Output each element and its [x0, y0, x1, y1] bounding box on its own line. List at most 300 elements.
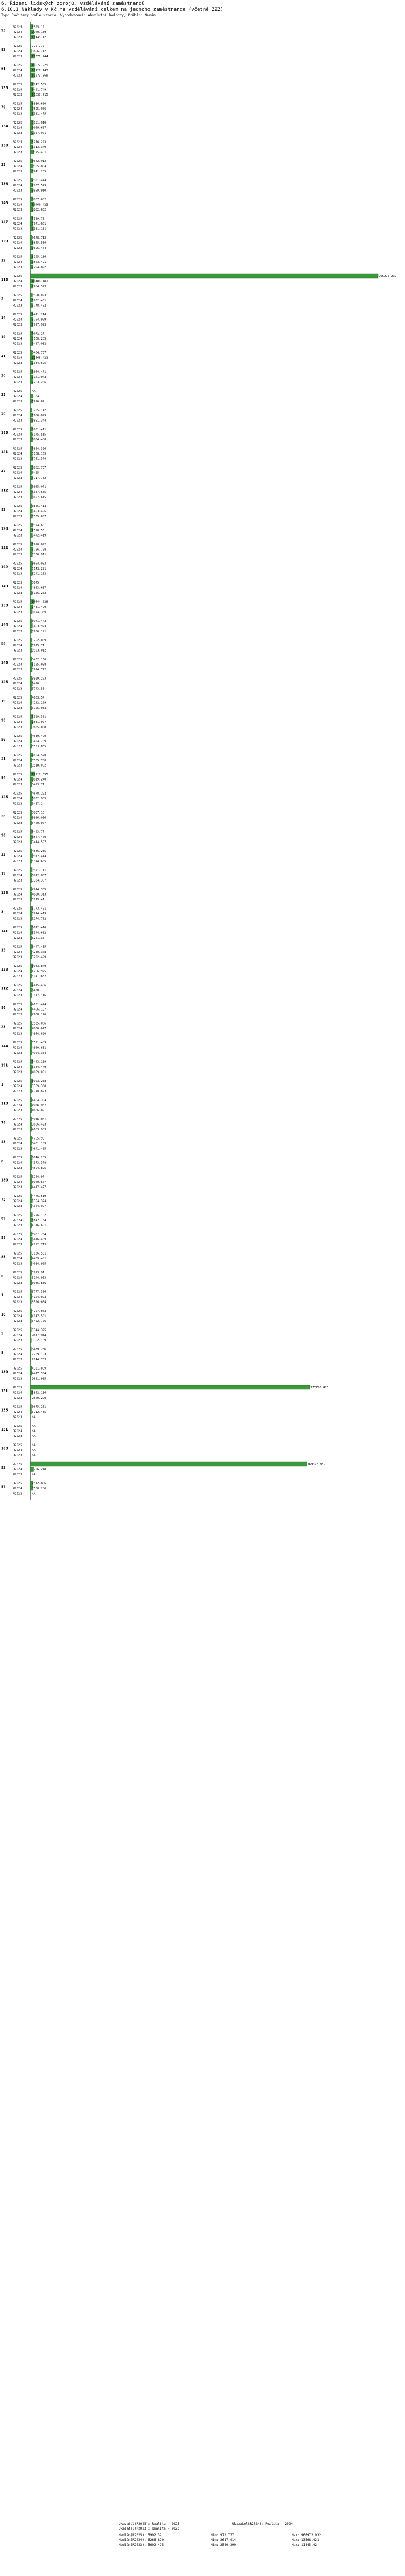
data-label: 4014.905: [32, 1262, 46, 1266]
data-label: 7563.421: [32, 261, 46, 264]
year-label: R2025: [13, 1443, 22, 1447]
year-label: R2024: [13, 912, 22, 916]
year-label: R2024: [13, 1027, 22, 1031]
group-label: 191: [1, 1063, 8, 1068]
year-label: R2023: [13, 189, 22, 193]
data-label: 4954.820: [32, 1032, 46, 1036]
year-label: R2024: [13, 126, 22, 130]
data-label: 5929.203: [32, 677, 46, 681]
year-label: R2024: [13, 69, 22, 72]
data-label: 5865.413: [32, 505, 46, 508]
year-label: R2025: [13, 677, 22, 681]
year-label: R2025: [13, 830, 22, 834]
group-label: 134: [1, 124, 8, 128]
data-label: 4904.364: [32, 1052, 46, 1055]
year-label: R2024: [13, 471, 22, 475]
data-label: 6472.419: [32, 534, 46, 538]
year-label: R2023: [13, 553, 22, 557]
data-label: 4968.176: [32, 1013, 46, 1016]
year-label: R2025: [13, 562, 22, 566]
data-label: 10644.028: [32, 600, 48, 604]
data-label: 4683.983: [32, 1128, 46, 1131]
year-label: R2023: [13, 917, 22, 921]
data-label: 2540.290: [32, 1397, 46, 1400]
year-label: R2025: [13, 351, 22, 355]
data-label: 3656.742: [32, 50, 46, 53]
bar: [30, 1328, 31, 1332]
data-label: 6761.374: [32, 457, 46, 461]
year-label: R2024: [13, 1372, 22, 1375]
year-label: R2024: [13, 203, 22, 207]
year-label: R2023: [13, 668, 22, 672]
data-label: 5241.35: [32, 937, 45, 940]
data-label: 2621.985: [32, 1377, 46, 1381]
year-label: R2024: [13, 1314, 22, 1318]
data-label: 9401.749: [32, 88, 46, 92]
data-label: 7237.549: [32, 184, 46, 187]
year-label: R2025: [13, 140, 22, 144]
year-label: R2023: [13, 955, 22, 959]
data-label: 2744.703: [32, 1358, 46, 1361]
year-label: R2025: [13, 850, 22, 853]
group-label: 14: [1, 316, 6, 320]
year-label: R2024: [13, 31, 22, 34]
data-label: 8941.205: [32, 170, 46, 173]
group-label: 180: [1, 1178, 8, 1183]
data-label: 5444.597: [32, 840, 46, 844]
year-label: R2024: [13, 491, 22, 494]
year-label: R2023: [13, 649, 22, 653]
year-label: R2024: [13, 1487, 22, 1490]
data-label: 4956.967: [32, 1104, 46, 1107]
year-label: R2024: [13, 970, 22, 973]
year-label: R2025: [13, 485, 22, 489]
min-r2024: Min: 2617.914: [211, 2538, 236, 2542]
year-label: R2023: [13, 860, 22, 863]
group-label: 103: [1, 1446, 8, 1451]
year-label: R2023: [13, 36, 22, 39]
data-label: 6450: [32, 989, 39, 992]
data-label: NA: [32, 390, 36, 393]
data-label: 6143.291: [32, 567, 46, 571]
year-label: R2023: [13, 112, 22, 116]
year-label: R2025: [13, 1080, 22, 1083]
data-label: 7319.71: [32, 217, 45, 221]
data-label: 5141.632: [32, 975, 46, 978]
group-label: 131: [1, 1389, 8, 1393]
data-label: 9940.189: [32, 31, 46, 34]
year-label: R2023: [13, 323, 22, 327]
data-label: 3916.061: [32, 1118, 46, 1121]
data-label: 8105.186: [32, 255, 46, 259]
year-label: R2025: [13, 1482, 22, 1486]
data-label: 3712.435: [32, 1411, 46, 1414]
year-label: R2025: [13, 255, 22, 259]
median-r2025: Medián(R2025): 5992.32: [119, 2533, 162, 2537]
year-label: R2023: [13, 726, 22, 729]
group-label: 3: [1, 910, 4, 914]
data-label: 5400.007: [32, 822, 46, 825]
year-label: R2023: [13, 400, 22, 403]
data-label: 3985.836: [32, 1282, 46, 1285]
year-label: R2025: [13, 1003, 22, 1006]
year-label: R2025: [13, 1175, 22, 1179]
year-label: R2025: [13, 102, 22, 106]
data-label: 8859.910: [32, 189, 46, 193]
year-label: R2025: [13, 275, 22, 278]
year-label: R2024: [13, 261, 22, 264]
data-label: 6074.369: [32, 611, 46, 614]
year-label: R2024: [13, 1353, 22, 1357]
year-label: R2024: [13, 414, 22, 417]
year-label: R2023: [13, 457, 22, 461]
year-label: R2025: [13, 313, 22, 316]
data-label: 7862.136: [32, 1391, 46, 1395]
data-label: 4859.091: [32, 1070, 46, 1074]
data-label: 4678.202: [32, 792, 46, 796]
year-label: R2023: [13, 1454, 22, 1458]
data-label: 9311.111: [32, 227, 46, 231]
group-label: 61: [1, 66, 6, 71]
data-label: 5743.59: [32, 687, 45, 691]
group-label: 31: [1, 756, 6, 761]
data-label: 3940.667: [32, 1181, 46, 1184]
group-label: 85: [1, 1255, 6, 1259]
data-label: 7684.570: [32, 754, 46, 757]
data-label: 3136.531: [32, 1252, 46, 1256]
data-label: 8525.12: [32, 25, 45, 29]
year-label: R2025: [13, 907, 22, 911]
group-label: 149: [1, 584, 8, 588]
year-label: R2025: [13, 620, 22, 623]
group-label: 130: [1, 143, 8, 148]
year-label: R2024: [13, 874, 22, 877]
legend-r2023: Ukazatel(R2023): Realita - 2023: [119, 2527, 179, 2531]
data-label: 5993.012: [32, 649, 46, 653]
year-label: R2024: [13, 1468, 22, 1472]
data-label: 5965.071: [32, 485, 46, 489]
group-label: 118: [1, 277, 8, 282]
data-label: 5461.189: [32, 1142, 46, 1145]
year-label: R2025: [13, 1118, 22, 1121]
data-label: 6996.82: [32, 400, 45, 403]
year-label: R2025: [13, 390, 22, 393]
group-label: 151: [1, 1427, 8, 1432]
year-label: R2024: [13, 701, 22, 705]
year-label: R2024: [13, 529, 22, 532]
year-label: R2025: [13, 179, 22, 182]
bar: [30, 1385, 310, 1389]
min-r2025: Min: 972.777: [211, 2533, 234, 2537]
year-label: R2024: [13, 1104, 22, 1107]
group-label: 146: [1, 661, 8, 665]
data-label: 9975.481: [32, 151, 46, 154]
year-label: R2025: [13, 1214, 22, 1217]
group-label: 98: [1, 718, 6, 723]
year-label: R2024: [13, 644, 22, 647]
year-label: R2025: [13, 236, 22, 240]
group-label: 92: [1, 48, 6, 52]
group-label: 25: [1, 392, 6, 397]
year-label: R2023: [13, 611, 22, 614]
data-label: 972.777: [32, 45, 45, 48]
group-label: 23: [1, 162, 6, 167]
data-label: 6344.692: [32, 931, 46, 935]
year-label: R2024: [13, 989, 22, 992]
data-label: 7195.098: [32, 663, 46, 667]
year-label: R2024: [13, 1046, 22, 1050]
data-label: 6748.452: [32, 304, 46, 308]
group-label: 10: [1, 335, 6, 340]
year-label: R2023: [13, 55, 22, 58]
data-label: 5925.71: [32, 644, 45, 647]
data-label: 4417.477: [32, 1185, 46, 1189]
year-label: R2025: [13, 524, 22, 527]
data-label: 6490: [32, 682, 39, 686]
year-label: R2023: [13, 1377, 22, 1381]
data-label: 7595.956: [32, 107, 46, 111]
year-label: R2024: [13, 1449, 22, 1452]
data-label: 5117.146: [32, 994, 46, 998]
group-label: 2: [1, 296, 4, 301]
group-label: 8: [1, 1159, 4, 1163]
year-label: R2023: [13, 802, 22, 806]
year-label: R2023: [13, 1282, 22, 1285]
data-label: 6832.905: [32, 797, 46, 801]
year-label: R2023: [13, 1243, 22, 1246]
year-label: R2024: [13, 816, 22, 820]
year-label: R2024: [13, 1334, 22, 1337]
year-label: R2025: [13, 1463, 22, 1466]
data-label: NA: [32, 1492, 36, 1496]
year-label: R2025: [13, 754, 22, 757]
year-label: R2023: [13, 1300, 22, 1304]
year-label: R2023: [13, 227, 22, 231]
year-label: R2024: [13, 586, 22, 590]
data-label: 5425: [32, 471, 39, 475]
group-label: 82: [1, 507, 6, 512]
year-label: R2023: [13, 1397, 22, 1400]
data-label: 9726.248: [32, 1468, 46, 1472]
year-label: R2025: [13, 639, 22, 642]
data-label: 5222.429: [32, 955, 46, 959]
year-label: R2024: [13, 1411, 22, 1414]
data-label: 6447.415: [32, 945, 46, 949]
data-label: 2729.183: [32, 1353, 46, 1357]
group-label: 155: [1, 1408, 8, 1413]
year-label: R2023: [13, 1492, 22, 1496]
year-label: R2023: [13, 975, 22, 978]
group-label: 41: [1, 354, 6, 358]
data-label: 12917.355: [32, 773, 48, 776]
data-label: 6697.615: [32, 496, 46, 499]
year-label: R2023: [13, 1224, 22, 1228]
data-label: 7598.56: [32, 529, 45, 532]
year-label: R2024: [13, 778, 22, 782]
data-label: 4316.691: [32, 1224, 46, 1228]
data-label: 8560.286: [32, 1487, 46, 1490]
data-label: 11445.42: [32, 36, 46, 39]
group-label: 112: [1, 488, 8, 493]
data-label: 6168.165: [32, 452, 46, 456]
year-label: R2023: [13, 496, 22, 499]
data-label: 8985.834: [32, 165, 46, 168]
data-label: 7497.082: [32, 342, 46, 346]
year-label: R2023: [13, 592, 22, 595]
data-label: 7493.219: [32, 1060, 46, 1064]
group-label: 86: [1, 1006, 6, 1010]
data-label: 5037.15: [32, 811, 45, 815]
data-label: NA: [32, 1473, 36, 1476]
year-label: R2024: [13, 1181, 22, 1184]
data-label: 5971.111: [32, 869, 46, 872]
median-r2023: Medián(R2023): 5602.425: [119, 2543, 164, 2547]
data-label: 7927.923: [32, 323, 46, 327]
data-label: 6862.737: [32, 466, 46, 470]
year-label: R2025: [13, 1060, 22, 1064]
data-label: 5591.489: [32, 1041, 46, 1045]
data-label: NA: [32, 1443, 36, 1447]
year-label: R2024: [13, 165, 22, 168]
year-label: R2025: [13, 1290, 22, 1294]
data-label: 4409.481: [32, 1257, 46, 1260]
year-label: R2025: [13, 447, 22, 451]
data-label: 4820.313: [32, 893, 46, 897]
data-label: 6612.416: [32, 926, 46, 930]
data-label: 4686.82: [32, 1109, 45, 1113]
year-label: R2024: [13, 299, 22, 302]
data-label: 6971.631: [32, 222, 46, 226]
year-label: R2024: [13, 836, 22, 839]
year-label: R2024: [13, 184, 22, 187]
year-label: R2025: [13, 811, 22, 815]
year-label: R2024: [13, 1123, 22, 1127]
year-label: R2023: [13, 1473, 22, 1476]
data-label: 3923.91: [32, 1271, 45, 1275]
year-label: R2024: [13, 241, 22, 245]
bar: [30, 1319, 31, 1323]
year-label: R2024: [13, 1276, 22, 1280]
data-label: 4364.997: [32, 1205, 46, 1208]
data-label: 7384.625: [32, 362, 46, 365]
year-label: R2023: [13, 937, 22, 940]
group-label: 57: [1, 1484, 6, 1489]
group-label: 52: [1, 1466, 6, 1470]
year-label: R2023: [13, 1147, 22, 1151]
year-label: R2024: [13, 452, 22, 456]
data-label: 5971.443: [32, 620, 46, 623]
data-label: 5535.066: [32, 1022, 46, 1026]
data-label: 8642.912: [32, 160, 46, 163]
group-label: 58: [1, 1236, 6, 1240]
group-label: 33: [1, 852, 6, 857]
year-label: R2024: [13, 625, 22, 628]
year-label: R2023: [13, 687, 22, 691]
year-label: R2025: [13, 543, 22, 546]
year-label: R2025: [13, 1156, 22, 1160]
bar: [30, 1251, 31, 1256]
year-label: R2025: [13, 658, 22, 661]
group-label: 9: [1, 1351, 4, 1355]
year-label: R2025: [13, 25, 22, 29]
data-label: 5924.772: [32, 668, 46, 672]
year-label: R2024: [13, 395, 22, 398]
data-label: 5675: [32, 581, 39, 585]
data-label: 7069.697: [32, 126, 46, 130]
data-label: 9242.535: [32, 83, 46, 86]
data-label: 4124.093: [32, 1296, 46, 1299]
data-label: 6387.655: [32, 491, 46, 494]
data-label: 6565.057: [32, 515, 46, 518]
year-label: R2024: [13, 663, 22, 667]
year-label: R2023: [13, 74, 22, 78]
data-label: 6962.451: [32, 299, 46, 302]
data-label: 5437.2: [32, 802, 43, 806]
year-label: R2024: [13, 356, 22, 360]
data-label: 7471.214: [32, 313, 46, 316]
data-label: 5872.807: [32, 874, 46, 877]
data-label: 7921.444: [32, 179, 46, 182]
data-label: 8334: [32, 395, 39, 398]
group-label: 125: [1, 680, 8, 684]
data-label: 8807.682: [32, 198, 46, 201]
data-label: 7695.464: [32, 247, 46, 250]
year-label: R2024: [13, 1257, 22, 1260]
data-label: 3144.953: [32, 1276, 46, 1280]
year-label: R2025: [13, 83, 22, 86]
data-label: 6834.408: [32, 438, 46, 442]
year-label: R2025: [13, 1386, 22, 1389]
data-label: 4230.308: [32, 951, 46, 954]
data-label: 5424.769: [32, 740, 46, 743]
data-label: 3777.396: [32, 1290, 46, 1294]
bar: [30, 1338, 31, 1343]
data-label: 5752.869: [32, 639, 46, 642]
year-label: R2023: [13, 783, 22, 787]
data-label: 5974.419: [32, 912, 46, 916]
year-label: R2025: [13, 735, 22, 738]
group-label: 144: [1, 622, 8, 627]
year-label: R2024: [13, 797, 22, 801]
data-label: NA: [32, 1449, 36, 1452]
data-label: 4860.677: [32, 1027, 46, 1031]
data-label: 7283.266: [32, 381, 46, 384]
data-label: 6851.344: [32, 419, 46, 423]
year-label: R2023: [13, 745, 22, 748]
group-label: 147: [1, 220, 8, 225]
year-label: R2023: [13, 1185, 22, 1189]
year-label: R2025: [13, 773, 22, 776]
data-label: 777780.426: [310, 1386, 329, 1389]
data-label: 7329.361: [32, 715, 46, 719]
year-label: R2025: [13, 1195, 22, 1198]
year-label: R2023: [13, 170, 22, 173]
data-label: NA: [32, 1425, 36, 1428]
data-label: 11728.143: [32, 69, 48, 72]
year-label: R2023: [13, 1109, 22, 1113]
data-label: 9191.919: [32, 121, 46, 125]
data-label: 6983.849: [32, 965, 46, 968]
year-label: R2024: [13, 107, 22, 111]
year-label: R2023: [13, 1013, 22, 1016]
max-r2023: Max: 11445.42: [292, 2543, 317, 2547]
year-label: R2023: [13, 572, 22, 576]
data-label: 10460.423: [32, 203, 48, 207]
data-label: 9311.475: [32, 112, 46, 116]
data-label: 10672.229: [32, 64, 48, 67]
group-label: 102: [1, 565, 8, 570]
legend-r2025: Ukazatel(R2025): Realita - 2025: [119, 2522, 179, 2526]
